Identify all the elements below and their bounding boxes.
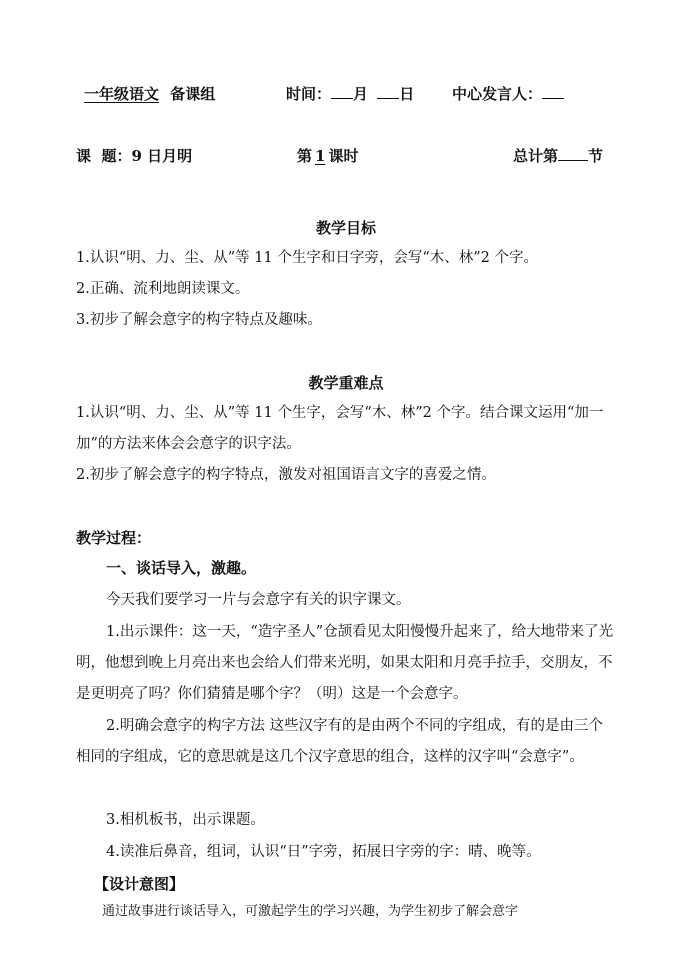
process-intro: 今天我们要学习一片与会意字有关的识字课文。 bbox=[106, 592, 411, 608]
day-label: 日 bbox=[399, 85, 415, 103]
process-step-4: 4.读准后鼻音，组词，认识“日”字旁，拓展日字旁的字：晴、晚等。 bbox=[106, 844, 541, 860]
month-label: 月 bbox=[353, 85, 369, 103]
key-points-title: 教学重难点 bbox=[308, 374, 384, 392]
topic-label: 课 题： bbox=[76, 147, 132, 165]
process-title: 教学过程： bbox=[76, 529, 152, 547]
process-step-1: 1.出示课件：这一天，“造字圣人”仓颉看见太阳慢慢升起来了，给大地带来了光明，他想到晚上月亮出来也会给人们带来光明，如果太阳和月亮手拉手，交朋友，不是更明亮了吗？你们猜猜是哪个字？（明）这是一个会意字。 bbox=[76, 624, 614, 702]
period-suffix: 课时 bbox=[328, 147, 359, 165]
speaker-blank[interactable] bbox=[542, 84, 564, 99]
objective-item-2: 2.正确、流利地朗读课文。 bbox=[76, 281, 250, 297]
lesson-topic bbox=[76, 145, 192, 166]
key-point-item-2: 2.初步了解会意字的构字特点，激发对祖国语言文字的喜爱之情。 bbox=[76, 467, 496, 483]
key-point-item-1: 1.认识“明、力、尘、从”等 11 个生字，会写“木、林”2 个字。结合课文运用“加一加”的方法来体会会意字的识字法。 bbox=[76, 405, 604, 452]
process-step-2: 2.明确会意字的构字方法 这些汉字有的是由两个不同的字组成，有的是由三个相同的字组成，它的意思就是这几个汉字意思的组合，这样的汉字叫“会意字”。 bbox=[76, 718, 603, 765]
design-intent-text: 通过故事进行谈话导入，可激起学生的学习兴趣，为学生初步了解会意字 bbox=[102, 904, 519, 919]
day-blank[interactable] bbox=[377, 84, 399, 99]
total-prefix: 总计第 bbox=[513, 147, 559, 165]
total-suffix: 节 bbox=[588, 147, 604, 165]
header-line bbox=[84, 83, 215, 104]
month-blank[interactable] bbox=[331, 84, 353, 99]
lesson-period bbox=[297, 145, 358, 166]
objective-item-3: 3.初步了解会意字的构字特点及趣味。 bbox=[76, 312, 322, 328]
design-intent-title: 【设计意图】 bbox=[94, 875, 185, 893]
lesson-total bbox=[513, 145, 603, 166]
period-number: 1 bbox=[315, 147, 326, 165]
process-step-3: 3.相机板书，出示课题。 bbox=[106, 812, 265, 828]
objective-item-1: 1.认识“明、力、尘、从”等 11 个生字和日字旁，会写“木、林”2 个字。 bbox=[76, 250, 538, 266]
group-suffix: 备课组 bbox=[170, 85, 216, 103]
period-prefix: 第 bbox=[297, 147, 313, 165]
group-name: 一年级语文 bbox=[84, 85, 160, 103]
total-blank[interactable] bbox=[558, 146, 588, 161]
section-1-title: 一、谈话导入，激趣。 bbox=[106, 559, 257, 577]
speaker-label: 中心发言人： bbox=[452, 85, 543, 103]
topic-value: 9 日月明 bbox=[131, 147, 193, 165]
time-label: 时间： bbox=[286, 85, 332, 103]
speaker-field bbox=[452, 83, 564, 104]
objectives-title: 教学目标 bbox=[315, 219, 376, 237]
time-field bbox=[286, 83, 414, 104]
